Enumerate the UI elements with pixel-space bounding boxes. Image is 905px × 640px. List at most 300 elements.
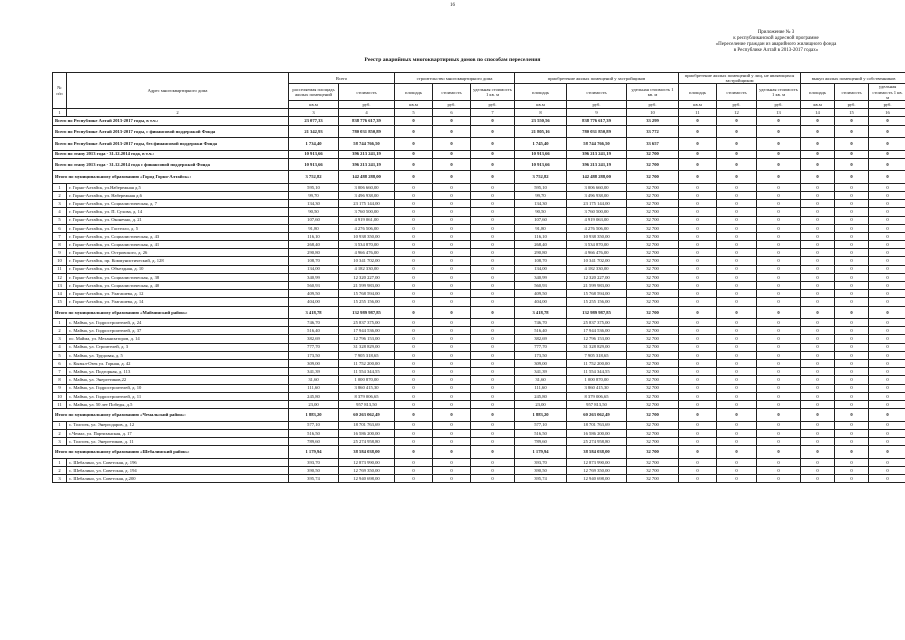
header-area-settled: расселяемая площадь жилых помещений [289,84,339,101]
value-cell: 0 [471,368,515,376]
value-cell: 33 299 [627,117,679,125]
address-cell: г. Горно-Алтайск, пр. Коммунистический, д. 128 [67,257,289,265]
value-cell: 0 [433,257,471,265]
value-cell: 25 274 958,80 [339,438,395,446]
value-cell: 0 [679,257,717,265]
value-cell: 0 [801,466,835,474]
value-cell: 0 [433,343,471,351]
value-cell: 0 [395,376,433,384]
table-row [53,429,905,437]
value-cell: 0 [433,200,471,208]
row-number: 10 [53,257,67,265]
header-cost: стоимость [835,84,869,101]
value-cell: 0 [717,200,757,208]
value-cell: 0 [801,183,835,191]
row-number: 5 [53,351,67,359]
value-cell: 15 255 156,00 [339,298,395,306]
value-cell: 12 873 990,00 [567,458,627,466]
value-cell: 0 [717,438,757,446]
value-cell: 0 [395,392,433,400]
value-cell: 38 584 038,00 [339,446,395,459]
value-cell: 0 [757,200,801,208]
column-number: 11 [679,109,717,117]
value-cell: 7 905 318,65 [339,351,395,359]
table-row [53,265,905,273]
unit-sqm: кв.м [289,101,339,109]
value-cell: 0 [869,327,905,335]
address-cell: г. Горно-Алтайск, ул. Улагашева, д. 14 [67,298,289,306]
value-cell: 0 [757,117,801,125]
summary-label: Всего по этапу 2013 года - 31.12.2014 года, в т.ч.: [53,150,289,158]
value-cell: 0 [835,200,869,208]
unit-rub: руб. [757,101,801,109]
value-cell: 0 [471,384,515,392]
value-cell: 32 700 [627,446,679,459]
value-cell: 0 [717,429,757,437]
address-cell: с. Майма, ул. Гидростроителей, д. 11 [67,392,289,400]
value-cell: 108,70 [515,257,567,265]
column-number: 12 [717,109,757,117]
value-cell: 0 [433,466,471,474]
value-cell: 21 342,93 [289,125,339,138]
value-cell: 3 860 415,30 [339,384,395,392]
value-cell: 0 [717,421,757,429]
value-cell: 0 [869,257,905,265]
value-cell: 0 [801,376,835,384]
value-cell: 0 [433,290,471,298]
value-cell: 0 [835,241,869,249]
value-cell: 0 [757,298,801,306]
row-number: 11 [53,400,67,408]
value-cell: 0 [471,400,515,408]
value-cell: 142 488 288,00 [567,171,627,184]
value-cell: 12 873 990,00 [339,458,395,466]
value-cell: 38 584 038,00 [567,446,627,459]
address-cell: с. Майма, ул. Строителей, д. 3 [67,343,289,351]
value-cell: 0 [801,458,835,466]
value-cell: 0 [757,466,801,474]
value-cell: 32 700 [627,376,679,384]
value-cell: 32 700 [627,475,679,483]
value-cell: 0 [471,257,515,265]
value-cell: 32 700 [627,249,679,257]
value-cell: 11 554 344,55 [567,368,627,376]
value-cell: 32 700 [627,150,679,158]
value-cell: 31 328 829,00 [567,343,627,351]
value-cell: 10 341 702,00 [567,257,627,265]
value-cell: 3 496 938,00 [567,191,627,199]
value-cell: 0 [433,125,471,138]
address-cell: с. Майма, ул. 50 лет Победы, д.5 [67,400,289,408]
value-cell: 0 [869,475,905,483]
address-cell: с. Майма, ул. Подгорная, д. 113 [67,368,289,376]
value-cell: 393,70 [515,458,567,466]
value-cell: 0 [869,216,905,224]
unit-rub: руб. [433,101,471,109]
value-cell: 789,60 [289,438,339,446]
value-cell: 0 [471,125,515,138]
value-cell: 0 [757,191,801,199]
value-cell: 0 [395,446,433,459]
value-cell: 0 [679,327,717,335]
value-cell: 0 [395,191,433,199]
value-cell: 32 700 [627,360,679,368]
value-cell: 31,60 [289,376,339,384]
value-cell: 0 [433,138,471,151]
summary-row [53,171,905,184]
value-cell: 32 700 [627,458,679,466]
value-cell: 0 [679,376,717,384]
value-cell: 32 700 [627,290,679,298]
value-cell: 0 [395,125,433,138]
value-cell: 11 752 200,00 [567,360,627,368]
value-cell: 0 [471,335,515,343]
value-cell: 116,10 [289,232,339,240]
table-row [53,241,905,249]
row-number: 5 [53,216,67,224]
value-cell: 11 554 344,55 [339,368,395,376]
value-cell: 0 [757,400,801,408]
value-cell: 33 657 [627,138,679,151]
value-cell: 0 [869,438,905,446]
address-cell: г. Горно-Алтайск, ул. Набережная д.6 [67,191,289,199]
value-cell: 0 [801,150,835,158]
table-row [53,183,905,191]
value-cell: 409,50 [515,290,567,298]
value-cell: 245,80 [515,392,567,400]
value-cell: 0 [869,400,905,408]
value-cell: 0 [869,466,905,474]
header-unit-cost: удельная стоимость 1 кв. м [471,84,515,101]
value-cell: 341,39 [289,368,339,376]
value-cell: 91,80 [515,224,567,232]
value-cell: 0 [395,466,433,474]
value-cell: 4 919 063,00 [567,216,627,224]
value-cell: 0 [869,208,905,216]
value-cell: 0 [835,327,869,335]
value-cell: 0 [835,409,869,422]
value-cell: 0 [679,282,717,290]
value-cell: 142 488 288,00 [339,171,395,184]
value-cell: 0 [757,438,801,446]
value-cell: 0 [395,158,433,171]
value-cell: 32 700 [627,216,679,224]
value-cell: 382,69 [289,335,339,343]
summary-label: Итого по муниципальному образованию «Шебалинский район»: [53,446,289,459]
value-cell: 32 700 [627,232,679,240]
value-cell: 0 [757,216,801,224]
row-number: 1 [53,183,67,191]
value-cell: 32 700 [627,208,679,216]
value-cell: 32 700 [627,409,679,422]
value-cell: 0 [679,475,717,483]
value-cell: 16 586 200,00 [339,429,395,437]
value-cell: 0 [801,232,835,240]
value-cell: 0 [395,319,433,327]
value-cell: 0 [433,306,471,319]
value-cell: 0 [679,273,717,281]
value-cell: 0 [835,466,869,474]
value-cell: 0 [801,241,835,249]
value-cell: 10 341 702,00 [339,257,395,265]
value-cell: 0 [395,343,433,351]
value-cell: 0 [717,446,757,459]
row-number: 6 [53,360,67,368]
value-cell: 11 752 200,00 [339,360,395,368]
row-number: 2 [53,429,67,437]
value-cell: 0 [679,265,717,273]
value-cell: 0 [717,265,757,273]
address-cell: с. Майма, ул. Энергетиков,22 [67,376,289,384]
header-area: площадь [679,84,717,101]
table-row [53,458,905,466]
value-cell: 0 [801,429,835,437]
value-cell: 32 700 [627,351,679,359]
row-number: 9 [53,384,67,392]
table-row [53,319,905,327]
summary-row [53,446,905,459]
column-number: 2 [67,109,289,117]
value-cell: 0 [395,368,433,376]
value-cell: 0 [835,158,869,171]
value-cell: 340,99 [289,273,339,281]
value-cell: 0 [679,158,717,171]
value-cell: 16 586 200,00 [567,429,627,437]
value-cell: 32 700 [627,466,679,474]
value-cell: 0 [835,216,869,224]
value-cell: 107,60 [289,216,339,224]
value-cell: 0 [717,343,757,351]
value-cell: 60 263 062,49 [339,409,395,422]
value-cell: 0 [679,200,717,208]
row-number: 6 [53,224,67,232]
value-cell: 595,10 [515,183,567,191]
value-cell: 0 [757,429,801,437]
address-cell: г. Горно-Алтайск, ул. Улагашева, д. 12 [67,290,289,298]
table-row [53,200,905,208]
value-cell: 0 [471,200,515,208]
value-cell: 0 [835,183,869,191]
value-cell: 0 [801,200,835,208]
value-cell: 0 [835,360,869,368]
value-cell: 0 [471,360,515,368]
value-cell: 0 [717,298,757,306]
value-cell: 134,30 [289,200,339,208]
value-cell: 0 [801,125,835,138]
appendix-line: к республиканской адресной программе [733,36,819,41]
value-cell: 0 [869,150,905,158]
page-number: 16 [450,3,455,8]
value-cell: 32 700 [627,265,679,273]
column-number: 5 [395,109,433,117]
value-cell: 32 700 [627,368,679,376]
value-cell: 0 [679,458,717,466]
value-cell: 3 006 660,00 [339,183,395,191]
value-cell: 0 [835,392,869,400]
value-cell: 32 700 [627,158,679,171]
value-cell: 8 379 006,65 [339,392,395,400]
value-cell: 0 [433,216,471,224]
value-cell: 0 [757,282,801,290]
value-cell: 0 [471,158,515,171]
value-cell: 0 [395,208,433,216]
value-cell: 0 [757,392,801,400]
value-cell: 0 [717,183,757,191]
value-cell: 1 179,94 [515,446,567,459]
value-cell: 0 [679,384,717,392]
value-cell: 3 752,82 [515,171,567,184]
value-cell: 12 769 350,00 [339,466,395,474]
row-number: 7 [53,232,67,240]
value-cell: 0 [757,360,801,368]
address-cell: с. Майма, ул. Гидростроителей, д. 24 [67,319,289,327]
value-cell: 32 700 [627,429,679,437]
value-cell: 0 [471,232,515,240]
value-cell: 111,60 [515,384,567,392]
value-cell: 58 744 766,50 [567,138,627,151]
value-cell: 0 [801,400,835,408]
value-cell: 0 [395,117,433,125]
value-cell: 0 [679,125,717,138]
value-cell: 0 [869,241,905,249]
table-row [53,327,905,335]
value-cell: 23,00 [289,400,339,408]
value-cell: 0 [471,475,515,483]
value-cell: 0 [835,232,869,240]
value-cell: 0 [679,351,717,359]
address-cell: г. Горно-Алтайск, ул. Островского, д. 26 [67,249,289,257]
unit-rub: руб. [869,101,905,109]
value-cell: 0 [835,298,869,306]
value-cell: 0 [471,117,515,125]
value-cell: 0 [433,273,471,281]
column-number: 8 [515,109,567,117]
value-cell: 3 418,78 [515,306,567,319]
value-cell: 0 [471,343,515,351]
value-cell: 32 700 [627,224,679,232]
value-cell: 0 [717,290,757,298]
value-cell: 21 599 983,00 [339,282,395,290]
address-cell: г. Горно-Алтайск, ул. Гастелло, д. 5 [67,224,289,232]
header-purchase-not-builder: приобретение жилых помещений у лиц, не являющихся застройщиком [679,73,801,84]
row-number: 4 [53,343,67,351]
table-row [53,421,905,429]
value-cell: 0 [869,392,905,400]
value-cell: 0 [835,446,869,459]
value-cell: 309,00 [289,360,339,368]
value-cell: 0 [801,257,835,265]
value-cell: 0 [757,265,801,273]
address-cell: г. Горно-Алтайск, ул.Набережная д.5 [67,183,289,191]
value-cell: 10 913,66 [289,158,339,171]
value-cell: 10 913,66 [515,150,567,158]
value-cell: 0 [801,224,835,232]
value-cell: 0 [395,249,433,257]
value-cell: 0 [717,117,757,125]
value-cell: 17 944 536,00 [339,327,395,335]
value-cell: 0 [801,446,835,459]
table-row [53,466,905,474]
summary-row [53,409,905,422]
row-number: 2 [53,327,67,335]
value-cell: 0 [757,343,801,351]
value-cell: 245,80 [289,392,339,400]
value-cell: 0 [757,306,801,319]
value-cell: 290,80 [289,249,339,257]
value-cell: 516,40 [515,327,567,335]
value-cell: 1 883,20 [515,409,567,422]
value-cell: 0 [433,475,471,483]
value-cell: 0 [471,191,515,199]
value-cell: 0 [717,475,757,483]
row-number: 15 [53,298,67,306]
value-cell: 268,40 [289,241,339,249]
value-cell: 0 [679,319,717,327]
value-cell: 31 328 829,00 [339,343,395,351]
value-cell: 1 745,40 [515,138,567,151]
value-cell: 0 [679,429,717,437]
register-title: Реестр аварийных многоквартирных домов по способам переселения [364,57,541,63]
value-cell: 32 700 [627,282,679,290]
value-cell: 60 263 062,49 [567,409,627,422]
summary-row [53,117,905,125]
value-cell: 0 [869,458,905,466]
register-table [52,72,905,483]
value-cell: 0 [801,282,835,290]
column-number: 3 [289,109,339,117]
value-cell: 0 [395,475,433,483]
address-cell: с. Шебалино, ул. Советская, д. 194 [67,466,289,474]
header-area: площадь [395,84,433,101]
summary-row [53,138,905,151]
value-cell: 0 [717,368,757,376]
row-number: 10 [53,392,67,400]
summary-label: Итого по муниципальному образованию «Чемальский район»: [53,409,289,422]
table-row [53,438,905,446]
value-cell: 0 [679,208,717,216]
value-cell: 0 [395,438,433,446]
value-cell: 0 [471,466,515,474]
value-cell: 32 700 [627,335,679,343]
value-cell: 0 [679,343,717,351]
value-cell: 0 [433,360,471,368]
value-cell: 0 [471,319,515,327]
value-cell: 0 [679,138,717,151]
value-cell: 0 [471,306,515,319]
value-cell: 0 [679,298,717,306]
value-cell: 0 [433,150,471,158]
value-cell: 18 701 763,69 [567,421,627,429]
value-cell: 957 813,50 [339,400,395,408]
value-cell: 0 [835,257,869,265]
value-cell: 0 [835,376,869,384]
value-cell: 12 796 153,00 [339,335,395,343]
value-cell: 0 [869,171,905,184]
value-cell: 746,70 [289,319,339,327]
row-number: 3 [53,335,67,343]
value-cell: 393,70 [289,458,339,466]
value-cell: 0 [801,327,835,335]
address-cell: с. Толгоек, ул. Энергетиков, д. 11 [67,438,289,446]
value-cell: 395,74 [515,475,567,483]
unit-rub: руб. [627,101,679,109]
value-cell: 0 [395,421,433,429]
value-cell: 0 [717,400,757,408]
value-cell: 0 [433,368,471,376]
value-cell: 777,70 [515,343,567,351]
value-cell: 0 [757,232,801,240]
value-cell: 0 [869,125,905,138]
